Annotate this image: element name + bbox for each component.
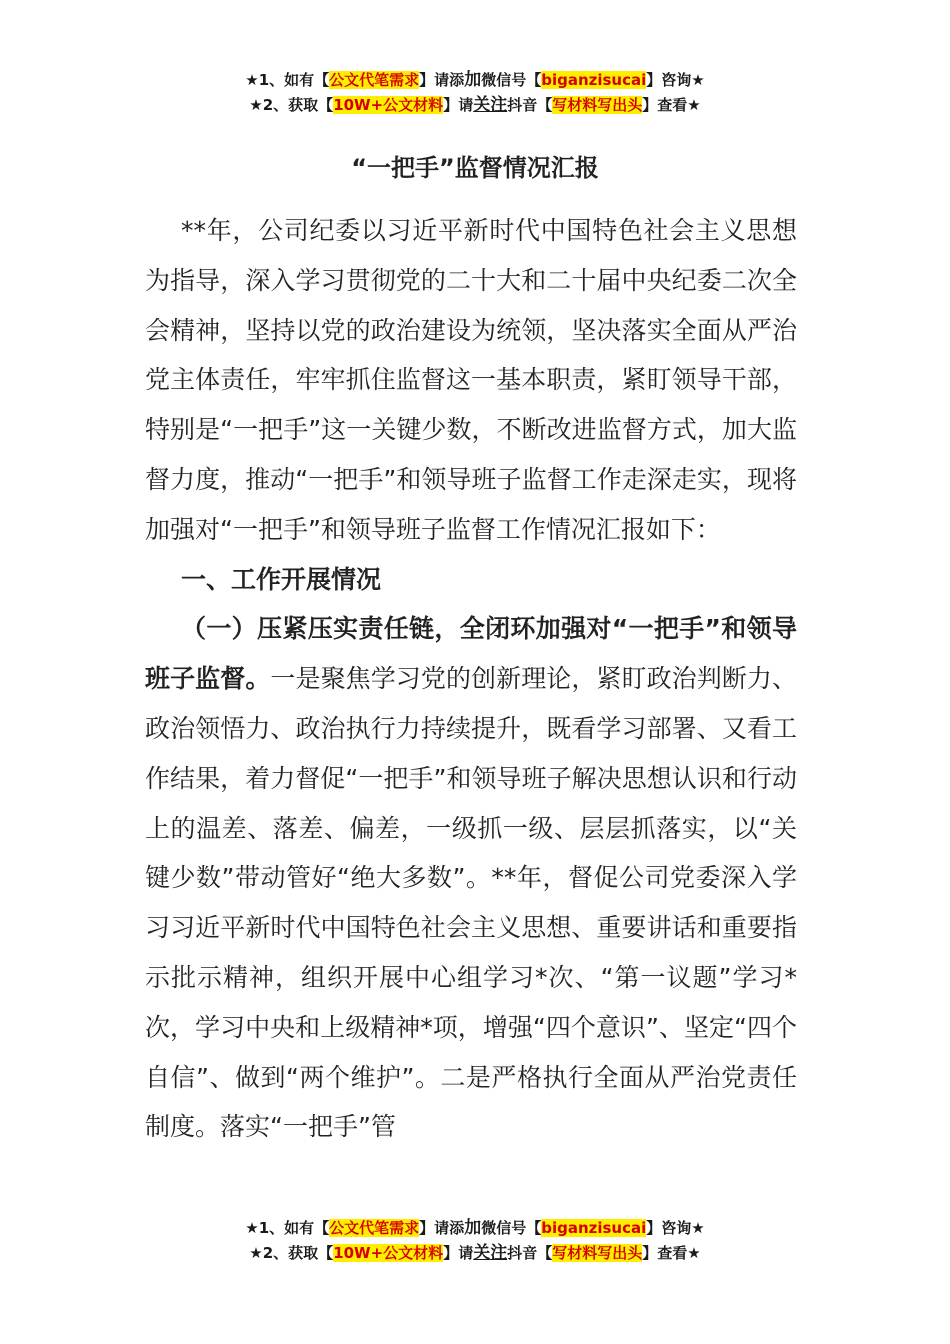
promo-text: ★1、如有【: [245, 1219, 330, 1237]
promo-text: ★1、如有【: [245, 71, 330, 89]
promo-text: ★2、获取【: [249, 96, 334, 114]
promo-text: 抖音【: [507, 1244, 553, 1262]
promo-text: 微信号【: [481, 71, 542, 89]
promo-highlight: 10W+公文材料: [333, 1244, 444, 1262]
promo-banner-top: [0, 68, 950, 118]
promo-text: 】查看★: [642, 1244, 701, 1262]
promo-text: 】请添: [419, 71, 465, 89]
section-heading: 一、工作开展情况: [181, 564, 382, 594]
promo-banner-bottom: [0, 1216, 950, 1266]
promo-highlight: 公文代笔需求: [329, 1219, 420, 1237]
promo-emphasis: 加: [464, 1218, 482, 1238]
document-body: [145, 206, 797, 1152]
subsection-heading: （一）压紧压实责任链，全闭环加强对“一把手”和领导班子监督。: [145, 614, 797, 694]
promo-text: 】咨询★: [646, 71, 705, 89]
promo-line-2: [0, 1241, 950, 1266]
promo-wechat-id: biganzisucai: [541, 1219, 647, 1237]
promo-text: 】请: [443, 96, 474, 114]
promo-emphasis: 关注: [473, 1243, 508, 1263]
intro-paragraph: **年，公司纪委以习近平新时代中国特色社会主义思想为指导，深入学习贯彻党的二十大和二十届中央纪委二次全会精神，坚持以党的政治建设为统领，坚决落实全面从严治党主体责任，牢牢抓住监督这一基本职责，紧盯领导干部，特别是“一把手”这一关键少数，不断改进监督方式，加大监督力度，推动“一把手”和领导班子监督工作走深走实，现将加强对“一把手”和领导班子监督工作情况汇报如下：: [145, 216, 797, 544]
promo-douyin-id: 写材料写出头: [552, 96, 643, 114]
promo-text: 】请: [443, 1244, 474, 1262]
promo-text: 】查看★: [642, 96, 701, 114]
subsection-paragraph: [145, 604, 797, 1152]
promo-text: 】请添: [419, 1219, 465, 1237]
promo-line-1: [0, 1216, 950, 1241]
promo-text: 微信号【: [481, 1219, 542, 1237]
subsection-body: 一是聚焦学习党的创新理论，紧盯政治判断力、政治领悟力、政治执行力持续提升，既看学习部署、又看工作结果，着力督促“一把手”和领导班子解决思想认识和行动上的温差、落差、偏差，一级抓一级、层层抓落实，以“关键少数”带动管好“绝大多数”。**年，督促公司党委深入学习习近平新时代中国特色社会主义思想、重要讲话和重要指示批示精神，组织开展中心组学习*次、“第一议题”学习*次，学习中央和上级精神*项，增强“四个意识”、坚定“四个自信”、做到“两个维护”。二是严格执行全面从严治党责任制度。落实“一把手”管: [145, 664, 797, 1142]
promo-douyin-id: 写材料写出头: [552, 1244, 643, 1262]
promo-highlight: 公文代笔需求: [329, 71, 420, 89]
promo-text: 】咨询★: [646, 1219, 705, 1237]
promo-emphasis: 加: [464, 70, 482, 90]
promo-highlight: 10W+公文材料: [333, 96, 444, 114]
promo-line-2: [0, 93, 950, 118]
promo-text: ★2、获取【: [249, 1244, 334, 1262]
promo-text: 抖音【: [507, 96, 553, 114]
promo-wechat-id: biganzisucai: [541, 71, 647, 89]
document-title: “一把手”监督情况汇报: [351, 154, 599, 182]
promo-emphasis: 关注: [473, 95, 508, 115]
promo-line-1: [0, 68, 950, 93]
